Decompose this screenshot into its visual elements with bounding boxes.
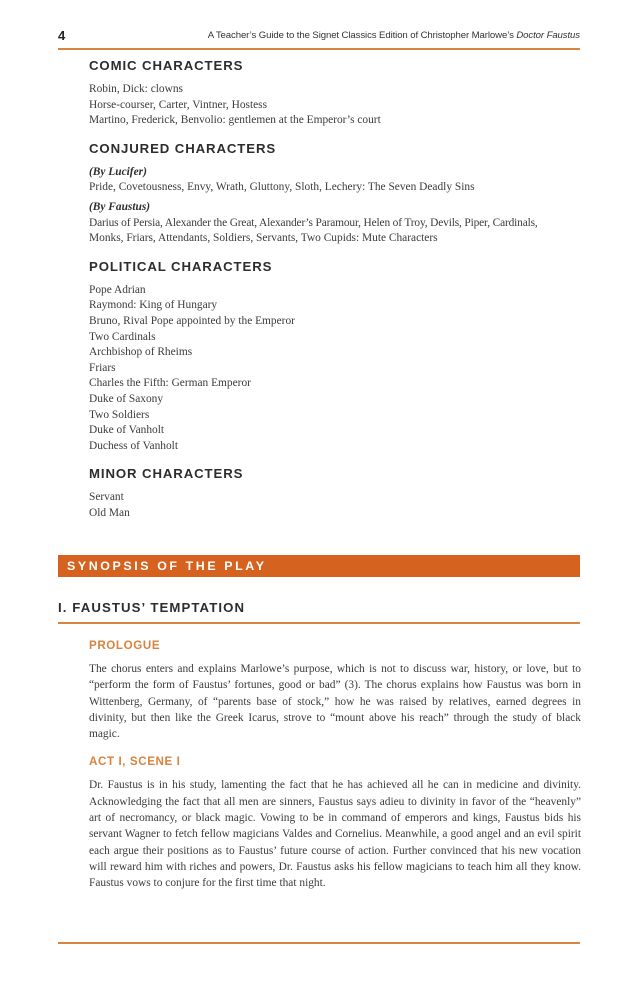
by-faustus-label: (By Faustus) <box>89 200 151 213</box>
by-lucifer-text: Pride, Covetousness, Envy, Wrath, Gluttony, Sloth, Lechery: The Seven Deadly Sins <box>89 181 475 194</box>
political-characters-block <box>89 259 581 455</box>
synopsis-body <box>89 638 581 892</box>
character-line: Bruno, Rival Pope appointed by the Emperor <box>89 314 295 327</box>
prologue-paragraph: The chorus enters and explains Marlowe’s purpose, which is not to discuss war, history, or love, but to “perform the form of Faustus’ fortunes, good or bad” (3). The chorus explains how Faustus was born in Wittenberg, Germany, of “parents base of stock,” how he was raised by relatives, earned degrees in divinity, but then like the Greek Icarus, strove to “mount above his reach” through the study of black magic. <box>89 663 581 741</box>
character-line: Duchess of Vanholt <box>89 439 179 452</box>
comic-characters-block <box>89 58 581 129</box>
running-head <box>208 30 580 41</box>
header-rule <box>58 48 580 50</box>
act-heading: ACT I, SCENE I <box>89 755 181 769</box>
prologue-heading: PROLOGUE <box>89 639 161 652</box>
act-paragraph: Dr. Faustus is in his study, lamenting the fact that he has achieved all he can in medicine and divinity. Acknowledging the fact that all men are sinners, Faustus says adieu to divinity in favor of the “heavenly” art of necromancy, or black magic. Vowing to be in command of emperors and kings, Faustus bids his servant Wagner to fetch fellow magicians Valdes and Cornelius. Meanwhile, a good angel and an evil spirit each argue their positions as to Faustus’ future course of action. Further convinced that his new vocation will reward him with riches and powers, Dr. Faustus asks his fellow magicians to teach him all they know. Faustus vows to conjure for the first time that night. <box>89 779 581 890</box>
character-line: Horse-courser, Carter, Vintner, Hostess <box>89 98 268 111</box>
character-line: Servant <box>89 491 124 504</box>
by-faustus-text: Monks, Friars, Attendants, Soldiers, Servants, Two Cupids: Mute Characters <box>89 232 438 245</box>
minor-characters-block <box>89 466 581 521</box>
character-line: Old Man <box>89 506 130 519</box>
character-line: Archbishop of Rheims <box>89 346 193 359</box>
minor-characters-heading: MINOR CHARACTERS <box>89 466 244 482</box>
political-characters-heading: POLITICAL CHARACTERS <box>89 258 273 274</box>
running-head-book-title: Doctor Faustus <box>516 30 580 41</box>
by-faustus-text: Darius of Persia, Alexander the Great, Alexander’s Paramour, Helen of Troy, Devils, Piper, Cardinals, <box>89 216 538 229</box>
conjured-characters-block <box>89 141 581 247</box>
section-title: I. FAUSTUS’ TEMPTATION <box>58 600 246 615</box>
character-line: Martino, Frederick, Benvolio: gentlemen at the Emperor’s court <box>89 114 381 127</box>
page-number: 4 <box>58 28 66 43</box>
running-head-prefix: A Teacher’s Guide to the Signet Classics Edition of Christopher Marlowe’s <box>207 30 517 41</box>
character-line: Two Cardinals <box>89 330 156 343</box>
character-line: Duke of Saxony <box>89 392 164 405</box>
character-line: Friars <box>89 361 116 374</box>
character-line: Robin, Dick: clowns <box>89 83 183 95</box>
conjured-characters-heading: CONJURED CHARACTERS <box>89 140 277 156</box>
synopsis-banner <box>58 555 580 577</box>
character-line: Pope Adrian <box>89 283 146 296</box>
synopsis-banner-title: SYNOPSIS OF THE PLAY <box>67 559 267 573</box>
footer-rule <box>58 942 580 944</box>
character-line: Duke of Vanholt <box>89 424 165 437</box>
comic-characters-heading: COMIC CHARACTERS <box>89 58 244 73</box>
character-line: Raymond: King of Hungary <box>89 299 218 312</box>
character-line: Charles the Fifth: German Emperor <box>89 377 251 390</box>
section-rule <box>58 622 580 624</box>
by-lucifer-label: (By Lucifer) <box>89 165 147 178</box>
character-list <box>89 58 581 521</box>
character-line: Two Soldiers <box>89 408 150 421</box>
